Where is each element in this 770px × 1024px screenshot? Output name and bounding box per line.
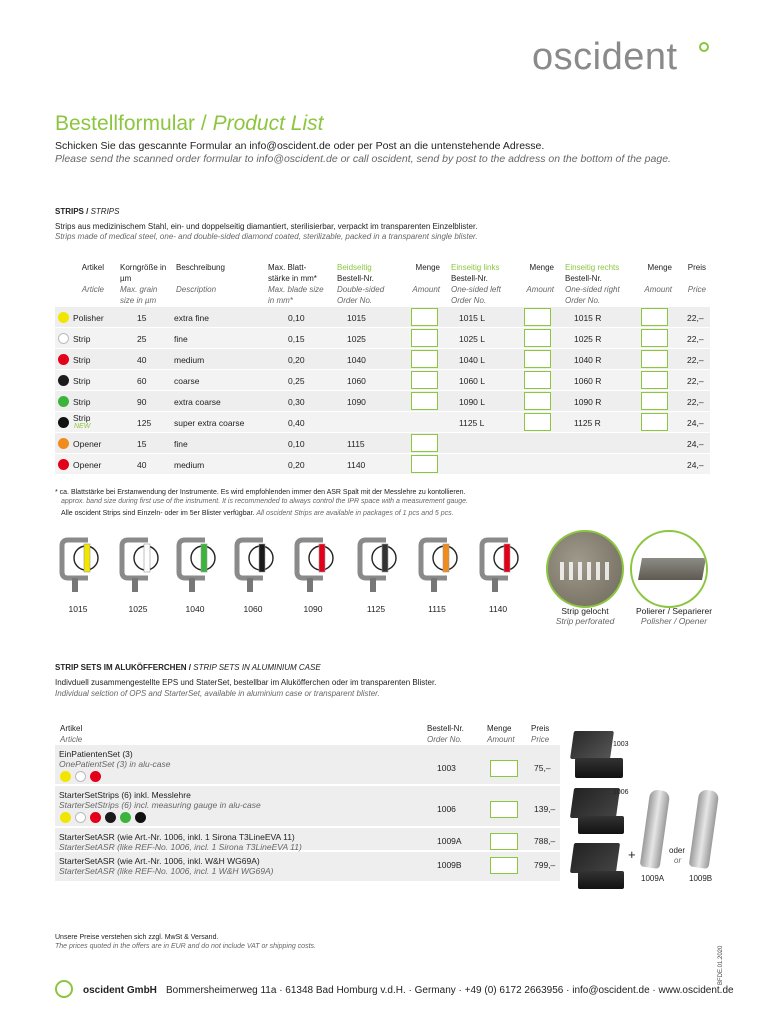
amount-input[interactable] — [411, 434, 438, 452]
sets-hdr-price: Preis Price — [531, 724, 550, 744]
color-dot-icon — [120, 812, 131, 823]
order-left: 1125 L — [459, 418, 485, 428]
sets-desc-de: Indivduell zusammengestellte EPS und StaterSet, bestellbar im Aluköfferchen oder im transparenten Blister. — [55, 678, 437, 687]
polisher-caption: Polierer / Separierer Polisher / Opener — [635, 606, 713, 626]
strip-image-label: 1125 — [366, 604, 386, 614]
order-right: 1125 R — [574, 418, 601, 428]
set-order-no: 1006 — [437, 804, 456, 814]
description: fine — [174, 334, 188, 344]
set-amount-input[interactable] — [490, 857, 518, 874]
blade-size: 0,40 — [288, 418, 305, 428]
footer-company: oscident GmbH — [83, 985, 157, 996]
set-name-en: OnePatientSet (3) in alu-case — [59, 759, 171, 769]
color-dot-icon — [58, 438, 69, 449]
grain-size: 15 — [137, 313, 147, 323]
color-dot-icon — [58, 333, 69, 344]
order-right: 1025 R — [574, 334, 602, 344]
strip-image-label: 1060 — [243, 604, 263, 614]
hdr-grain: Korngröße in µm Max. grain size in µm — [120, 263, 167, 305]
description: super extra coarse — [174, 418, 245, 428]
order-double: 1140 — [347, 460, 366, 470]
description: coarse — [174, 376, 200, 386]
strip-product-image — [478, 532, 520, 594]
hdr-blade: Max. Blatt- stärke in mm* Max. blade size in mm* — [268, 263, 324, 305]
sets-hdr-article: Artikel Article — [60, 724, 83, 744]
grain-size: 15 — [137, 439, 147, 449]
blade-size: 0,30 — [288, 397, 305, 407]
strip-row-shade — [55, 454, 710, 474]
sets-desc-en: Individual selction of OPS and StarterSet, available in aluminium case or transparent blister. — [55, 689, 380, 698]
article-name: Strip — [73, 334, 91, 344]
color-dot-icon — [58, 312, 69, 323]
order-left: 1090 L — [459, 397, 485, 407]
set-amount-input[interactable] — [490, 833, 518, 850]
order-left: 1015 L — [459, 313, 485, 323]
price: 22,– — [687, 355, 704, 365]
color-dot-icon — [90, 812, 101, 823]
hdr-right: Einseitig rechts Bestell-Nr. One-sided right Order No. — [565, 263, 620, 305]
amount-input[interactable] — [411, 392, 438, 410]
description: extra coarse — [174, 397, 221, 407]
footnote-en: approx. band size during first use of the instrument. It is recommended to always control the IPR space with a measurement gauge. — [61, 498, 468, 505]
hdr-description: Beschreibung Description — [176, 263, 225, 294]
vat-note-de: Unsere Preise verstehen sich zzgl. MwSt & Versand. — [55, 934, 219, 941]
brand-logo: oscident — [532, 36, 678, 78]
set-name-en: StarterSetASR (like REF-No. 1006, incl. 1 Sirona T3LineEVA 11) — [59, 842, 302, 852]
order-double: 1025 — [347, 334, 366, 344]
availability-note: Alle oscident Strips sind Einzeln- oder im 5er Blister verfügbar. All oscident Strips are available in packages of 1 pcs and 5 pcs. — [61, 510, 454, 517]
color-dot-icon — [90, 771, 101, 782]
amount-input[interactable] — [524, 392, 551, 410]
handpiece-1009a-image — [640, 789, 671, 869]
set-name-en: StarterSetStrips (6) incl. measuring gauge in alu-case — [59, 800, 261, 810]
set-amount-input[interactable] — [490, 801, 518, 818]
order-right: 1060 R — [574, 376, 602, 386]
plus-sign: + — [628, 847, 636, 862]
strip-row-shade — [55, 412, 710, 432]
amount-input[interactable] — [411, 329, 438, 347]
oder-label: oder — [669, 846, 686, 855]
strip-row-shade — [55, 349, 710, 369]
case-1006-open-image — [578, 816, 624, 834]
perforated-caption: Strip gelocht Strip perforated — [555, 606, 615, 626]
grain-size: 90 — [137, 397, 147, 407]
label-1009b: 1009B — [689, 874, 713, 883]
amount-input[interactable] — [641, 392, 668, 410]
perforated-strip-image — [546, 530, 624, 608]
price: 22,– — [687, 313, 704, 323]
strip-row-shade — [55, 433, 710, 453]
strip-image-label: 1040 — [185, 604, 205, 614]
order-double: 1090 — [347, 397, 366, 407]
set-amount-input[interactable] — [490, 760, 518, 777]
sets-hdr-amount: Menge Amount — [487, 724, 515, 744]
amount-input[interactable] — [524, 371, 551, 389]
case-1003-image — [570, 731, 614, 759]
footer-logo-icon — [55, 980, 73, 998]
intro-de: Schicken Sie das gescannte Formular an info@oscident.de oder per Post an die untenstehende Adresse. — [55, 140, 545, 152]
amount-input[interactable] — [411, 371, 438, 389]
hdr-price: Preis Price — [687, 263, 706, 294]
color-dot-icon — [75, 771, 86, 782]
order-left: 1040 L — [459, 355, 485, 365]
strip-product-image — [356, 532, 398, 594]
order-double: 1040 — [347, 355, 366, 365]
grain-size: 125 — [137, 418, 152, 428]
description: medium — [174, 355, 205, 365]
grain-size: 40 — [137, 460, 147, 470]
footer-code: BFDE.01.2020 — [718, 945, 724, 985]
label-1006: 1006 — [613, 789, 629, 796]
price: 24,– — [687, 460, 704, 470]
strip-product-image — [293, 532, 335, 594]
footer-address: Bommersheimerweg 11a · 61348 Bad Homburg v.d.H. · Germany · +49 (0) 6172 2663956 · info@oscident.de · www.oscident.de — [166, 985, 734, 996]
color-dot-icon — [75, 812, 86, 823]
amount-input[interactable] — [411, 308, 438, 326]
label-1009a: 1009A — [641, 874, 665, 883]
order-right: 1090 R — [574, 397, 602, 407]
order-double: 1015 — [347, 313, 366, 323]
article-name: Opener — [73, 460, 102, 470]
strip-product-image — [58, 532, 100, 594]
strip-product-image — [175, 532, 217, 594]
strip-image-label: 1025 — [128, 604, 148, 614]
price: 22,– — [687, 376, 704, 386]
blade-size: 0,10 — [288, 439, 305, 449]
hdr-amount-1: Menge Amount — [412, 263, 440, 294]
set-name-en: StarterSetASR (like REF-No. 1006, incl. 1 W&H WG69A) — [59, 866, 274, 876]
color-dot-icon — [58, 354, 69, 365]
article-name: Strip — [73, 376, 91, 386]
strip-image-label: 1090 — [303, 604, 323, 614]
amount-input[interactable] — [411, 350, 438, 368]
article-name: Strip — [73, 355, 91, 365]
amount-input[interactable] — [411, 455, 438, 473]
sets-hdr-order: Bestell-Nr. Order No. — [427, 724, 464, 744]
color-dot-icon — [58, 396, 69, 407]
price: 22,– — [687, 397, 704, 407]
sets-heading: STRIP SETS IM ALUKÖFFERCHEN / STRIP SETS IN ALUMINIUM CASE — [55, 663, 321, 672]
strips-desc-de: Strips aus medizinischem Stahl, ein- und doppelseitig diamantiert, sterilisierbar, verpackt im transparenten Einzelblister. — [55, 222, 478, 231]
strips-heading: STRIPS / STRIPS — [55, 207, 120, 216]
color-dot-icon — [58, 459, 69, 470]
page-title: Bestellformular / Product List — [55, 112, 324, 135]
handpiece-1009b-image — [689, 789, 720, 869]
color-dot-icon — [58, 417, 69, 428]
color-dot-icon — [60, 812, 71, 823]
strip-image-label: 1115 — [428, 604, 446, 614]
order-right: 1015 R — [574, 313, 602, 323]
price: 24,– — [687, 439, 704, 449]
set-order-no: 1003 — [437, 763, 456, 773]
description: extra fine — [174, 313, 209, 323]
set-name-de: StarterSetASR (wie Art.-Nr. 1006, inkl. W&H WG69A) — [59, 856, 260, 866]
article-name: Polisher — [73, 313, 104, 323]
strip-row-shade — [55, 307, 710, 327]
color-dot-icon — [60, 771, 71, 782]
set-price: 139,– — [534, 804, 556, 814]
grain-size: 60 — [137, 376, 147, 386]
strip-row-shade — [55, 328, 710, 348]
amount-input[interactable] — [524, 308, 551, 326]
label-1003: 1003 — [613, 741, 629, 748]
set-price: 799,– — [534, 860, 556, 870]
strips-desc-en: Strips made of medical steel, one- and double-sided diamond coated, sterilizable, packed in a transparent single blister. — [55, 232, 478, 241]
case-1009-image — [570, 843, 620, 873]
amount-input[interactable] — [641, 350, 668, 368]
footnote-de: * ca. Blattstärke bei Erstanwendung der Instrumente. Es wird empfohlenden immer den ASR Spalt mit der Messlehre zu kontollieren. — [55, 489, 466, 496]
article-name: Strip — [73, 397, 91, 407]
hdr-double: Beidseitig Bestell-Nr. Double-sided Order No. — [337, 263, 385, 305]
description: medium — [174, 460, 205, 470]
description: fine — [174, 439, 188, 449]
hdr-amount-2: Menge Amount — [526, 263, 554, 294]
amount-input[interactable] — [524, 413, 551, 431]
amount-input[interactable] — [524, 329, 551, 347]
blade-size: 0,10 — [288, 313, 305, 323]
order-left: 1060 L — [459, 376, 485, 386]
price: 24,– — [687, 418, 704, 428]
article-name: Opener — [73, 439, 102, 449]
strip-image-label: 1140 — [488, 604, 508, 614]
set-name-de: EinPatientenSet (3) — [59, 749, 133, 759]
case-1009-open-image — [578, 871, 624, 889]
amount-input[interactable] — [641, 413, 668, 431]
new-badge: NEW — [74, 423, 91, 430]
hdr-article: Artikel Article — [81, 263, 104, 294]
set-name-de: StarterSetStrips (6) inkl. Messlehre — [59, 790, 191, 800]
hdr-left: Einseitig links Bestell-Nr. One-sided left Order No. — [451, 263, 501, 305]
order-right: 1040 R — [574, 355, 602, 365]
amount-input[interactable] — [524, 350, 551, 368]
hdr-amount-3: Menge Amount — [644, 263, 672, 294]
grain-size: 40 — [137, 355, 147, 365]
order-left: 1025 L — [459, 334, 485, 344]
vat-note-en: The prices quoted in the offers are in EUR and do not include VAT or shipping costs. — [55, 943, 316, 950]
color-dot-icon — [105, 812, 116, 823]
strip-row-shade — [55, 391, 710, 411]
color-dot-icon — [58, 375, 69, 386]
price: 22,– — [687, 334, 704, 344]
amount-input[interactable] — [641, 308, 668, 326]
blade-size: 0,20 — [288, 460, 305, 470]
amount-input[interactable] — [641, 371, 668, 389]
grain-size: 25 — [137, 334, 147, 344]
strip-product-image — [417, 532, 459, 594]
amount-input[interactable] — [641, 329, 668, 347]
case-1003-open-image — [575, 758, 623, 778]
set-price: 788,– — [534, 836, 556, 846]
logo-ring-icon — [699, 42, 709, 52]
intro-en: Please send the scanned order formular to info@oscident.de or call oscident, send by post to the address on the bottom of the page. — [55, 153, 671, 165]
article-name: Strip — [73, 413, 91, 423]
blade-size: 0,25 — [288, 376, 305, 386]
or-label: or — [674, 856, 682, 865]
strip-image-label: 1015 — [68, 604, 88, 614]
set-name-de: StarterSetASR (wie Art.-Nr. 1006, inkl. 1 Sirona T3LineEVA 11) — [59, 832, 295, 842]
strip-product-image — [233, 532, 275, 594]
blade-size: 0,20 — [288, 355, 305, 365]
order-double: 1060 — [347, 376, 366, 386]
color-dot-icon — [135, 812, 146, 823]
set-price: 75,– — [534, 763, 551, 773]
order-double: 1115 — [347, 439, 365, 449]
strip-row-shade — [55, 370, 710, 390]
set-order-no: 1009A — [437, 836, 462, 846]
set-order-no: 1009B — [437, 860, 462, 870]
blade-size: 0,15 — [288, 334, 305, 344]
polisher-strip-image — [630, 530, 708, 608]
strip-product-image — [118, 532, 160, 594]
